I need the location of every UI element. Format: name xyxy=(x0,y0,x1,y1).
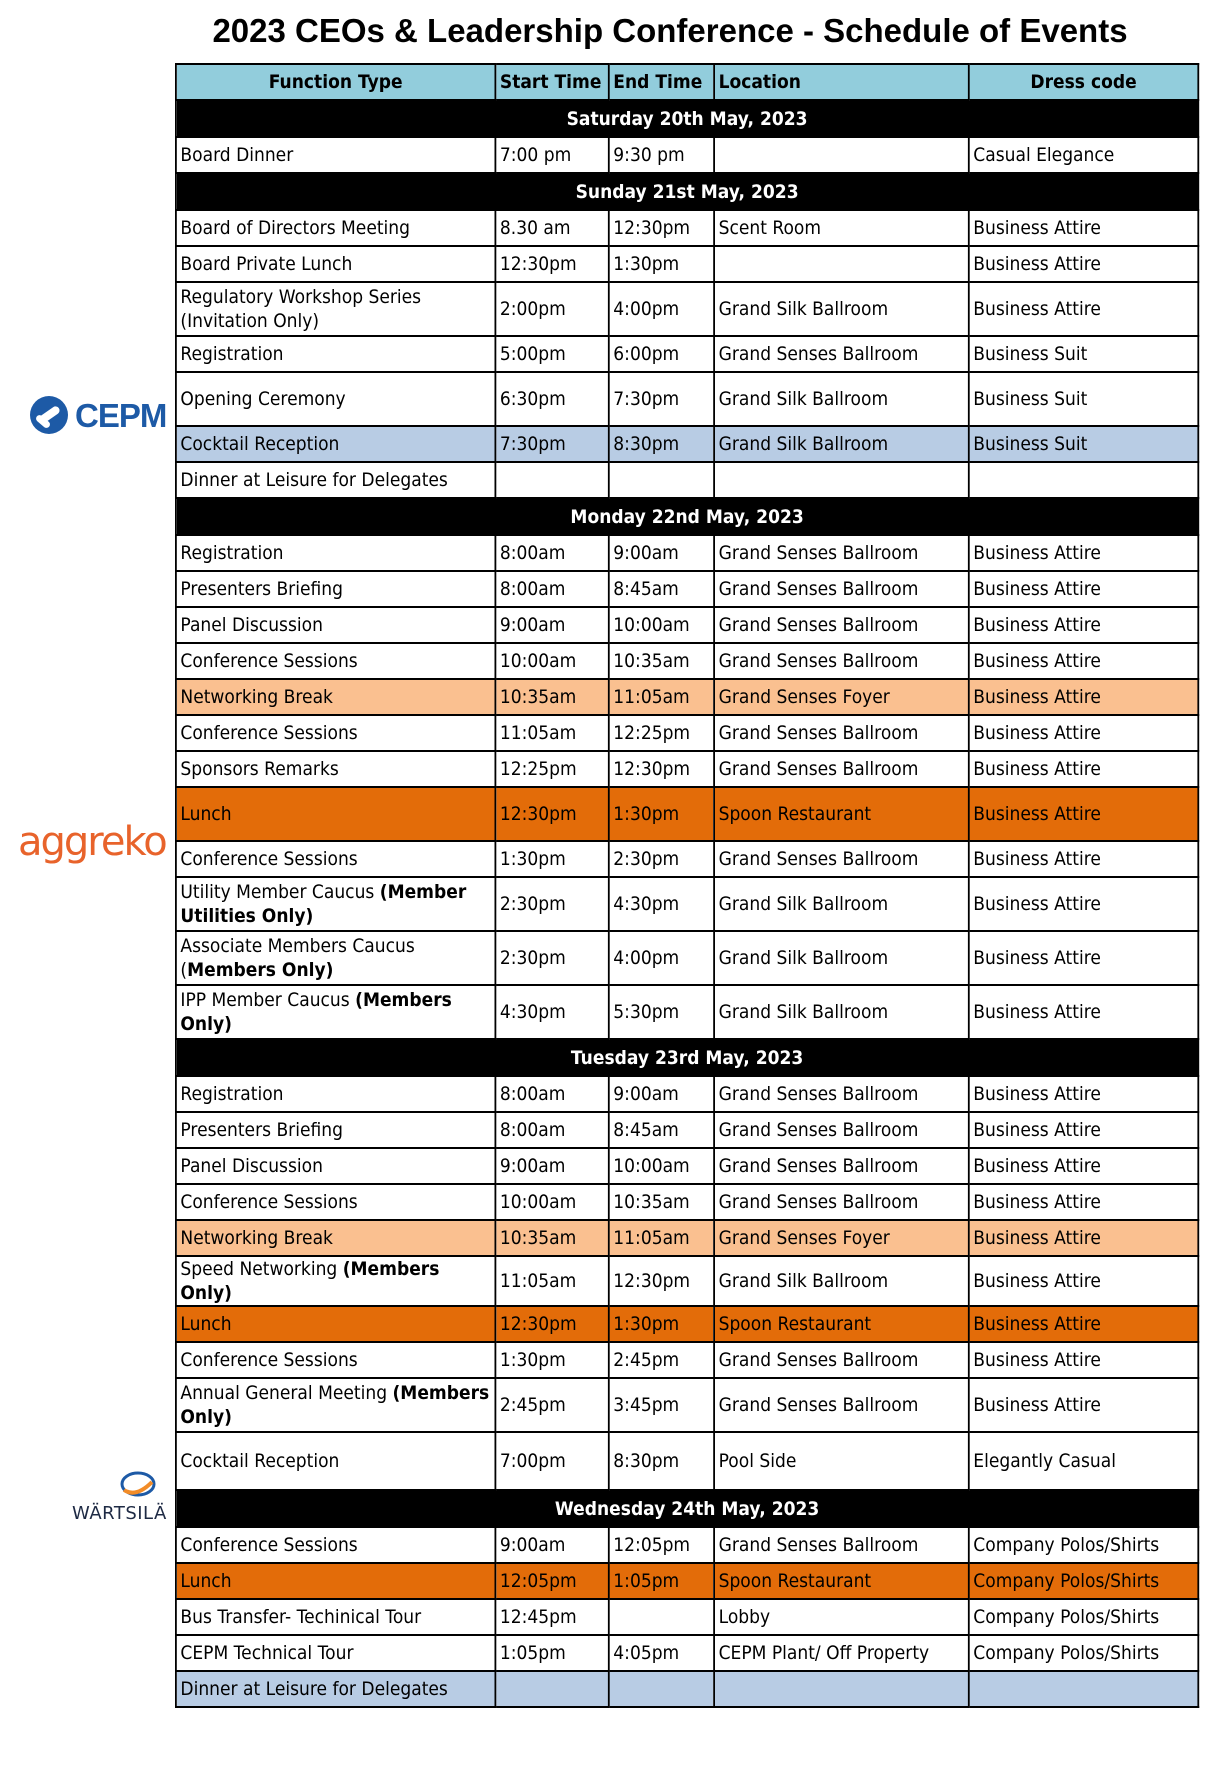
function-name: Regulatory Workshop Series (Invitation Only) xyxy=(180,286,422,332)
function-name: CEPM Technical Tour xyxy=(180,1642,354,1664)
cell-dress-code: Business Attire xyxy=(969,1148,1199,1184)
table-row xyxy=(176,1432,1198,1490)
cell-function-type xyxy=(176,1527,496,1563)
function-name: Conference Sessions xyxy=(180,1349,358,1371)
cell-function-type xyxy=(176,877,496,931)
function-name: Presenters Briefing xyxy=(180,578,343,600)
cell-end-time: 4:05pm xyxy=(609,1635,714,1671)
day-label: Monday 22nd May, 2023 xyxy=(176,498,1198,535)
cell-function-type xyxy=(176,1599,496,1635)
cell-function-type xyxy=(176,931,496,985)
cell-dress-code: Business Attire xyxy=(969,1220,1199,1256)
function-name: Lunch xyxy=(180,803,232,825)
aggreko-logo: aggreko xyxy=(18,819,166,865)
cell-dress-code: Business Attire xyxy=(969,787,1199,841)
cell-start-time: 10:00am xyxy=(495,643,608,679)
day-header-row xyxy=(176,1490,1198,1527)
cell-start-time: 12:30pm xyxy=(495,1306,608,1342)
cell-dress-code: Business Attire xyxy=(969,715,1199,751)
table-row xyxy=(176,210,1198,246)
table-row xyxy=(176,715,1198,751)
cell-end-time: 10:00am xyxy=(609,607,714,643)
cell-location: Grand Silk Ballroom xyxy=(714,931,969,985)
function-name: Networking Break xyxy=(180,686,333,708)
function-name: Lunch xyxy=(180,1313,232,1335)
function-name: Utility Member Caucus xyxy=(180,881,380,903)
cell-location: Grand Senses Ballroom xyxy=(714,1184,969,1220)
function-note: (Members Only) xyxy=(180,1258,440,1304)
cell-start-time: 1:05pm xyxy=(495,1635,608,1671)
column-header-dress-code: Dress code xyxy=(969,64,1199,100)
cell-function-type xyxy=(176,462,496,498)
function-note: (Member Utilities Only) xyxy=(180,881,467,927)
cell-function-type xyxy=(176,1563,496,1599)
cell-function-type xyxy=(176,607,496,643)
cell-function-type xyxy=(176,643,496,679)
table-row xyxy=(176,1342,1198,1378)
table-row xyxy=(176,1563,1198,1599)
cell-start-time xyxy=(495,1671,608,1707)
cell-function-type xyxy=(176,571,496,607)
cell-function-type xyxy=(176,787,496,841)
function-name: Panel Discussion xyxy=(180,614,323,636)
column-header-function-type: Function Type xyxy=(176,64,496,100)
cell-start-time: 9:00am xyxy=(495,607,608,643)
table-row xyxy=(176,985,1198,1039)
cell-location: Grand Senses Ballroom xyxy=(714,1342,969,1378)
cell-end-time: 12:05pm xyxy=(609,1527,714,1563)
cell-end-time: 9:30 pm xyxy=(609,137,714,173)
table-row xyxy=(176,282,1198,336)
cell-dress-code: Business Attire xyxy=(969,535,1199,571)
function-name: Registration xyxy=(180,1083,284,1105)
cell-function-type xyxy=(176,1306,496,1342)
column-header-location: Location xyxy=(714,64,969,100)
cell-end-time: 10:35am xyxy=(609,643,714,679)
day-header-row xyxy=(176,100,1198,137)
cell-end-time: 4:00pm xyxy=(609,931,714,985)
cell-start-time: 10:00am xyxy=(495,1184,608,1220)
cell-dress-code: Business Attire xyxy=(969,643,1199,679)
cell-end-time: 12:25pm xyxy=(609,715,714,751)
cell-dress-code: Business Attire xyxy=(969,751,1199,787)
cell-dress-code xyxy=(969,1671,1199,1707)
cell-dress-code: Business Attire xyxy=(969,246,1199,282)
cell-dress-code: Business Attire xyxy=(969,571,1199,607)
function-note: Members Only) xyxy=(187,959,334,981)
function-name: Registration xyxy=(180,343,284,365)
function-name: Presenters Briefing xyxy=(180,1119,343,1141)
cell-dress-code: Business Attire xyxy=(969,210,1199,246)
cell-dress-code: Business Attire xyxy=(969,1306,1199,1342)
cell-dress-code: Business Attire xyxy=(969,1342,1199,1378)
cell-location: Grand Silk Ballroom xyxy=(714,426,969,462)
function-name: Conference Sessions xyxy=(180,1191,358,1213)
table-row xyxy=(176,1184,1198,1220)
cell-end-time: 4:00pm xyxy=(609,282,714,336)
cell-end-time: 3:45pm xyxy=(609,1378,714,1432)
table-row xyxy=(176,336,1198,372)
cell-end-time: 12:30pm xyxy=(609,210,714,246)
table-row xyxy=(176,1671,1198,1707)
cell-start-time: 8:00am xyxy=(495,535,608,571)
cell-location: Grand Silk Ballroom xyxy=(714,372,969,426)
cell-location: Grand Senses Ballroom xyxy=(714,571,969,607)
cell-dress-code: Business Attire xyxy=(969,1184,1199,1220)
cell-location: Grand Senses Ballroom xyxy=(714,607,969,643)
cell-end-time: 9:00am xyxy=(609,1076,714,1112)
cell-end-time xyxy=(609,462,714,498)
cell-dress-code: Business Attire xyxy=(969,607,1199,643)
cell-location: Lobby xyxy=(714,1599,969,1635)
cell-start-time: 8:00am xyxy=(495,1112,608,1148)
cell-dress-code: Business Suit xyxy=(969,336,1199,372)
cell-end-time: 12:30pm xyxy=(609,751,714,787)
table-row xyxy=(176,643,1198,679)
cell-location: Grand Senses Ballroom xyxy=(714,643,969,679)
table-row xyxy=(176,535,1198,571)
cell-dress-code xyxy=(969,462,1199,498)
cell-end-time: 1:30pm xyxy=(609,246,714,282)
cell-start-time: 11:05am xyxy=(495,1256,608,1306)
cell-end-time: 12:30pm xyxy=(609,1256,714,1306)
cell-location: Grand Senses Ballroom xyxy=(714,1112,969,1148)
cell-function-type xyxy=(176,1112,496,1148)
cell-end-time: 5:30pm xyxy=(609,985,714,1039)
table-row xyxy=(176,679,1198,715)
function-note: (Members Only) xyxy=(180,1382,490,1428)
cell-start-time: 7:00pm xyxy=(495,1432,608,1490)
cell-start-time: 8.30 am xyxy=(495,210,608,246)
table-row xyxy=(176,1076,1198,1112)
cell-start-time: 10:35am xyxy=(495,679,608,715)
cell-end-time: 1:30pm xyxy=(609,1306,714,1342)
column-header-end-time: End Time xyxy=(609,64,714,100)
cell-function-type xyxy=(176,1148,496,1184)
header-row xyxy=(176,64,1198,100)
cell-start-time: 9:00am xyxy=(495,1148,608,1184)
cell-function-type xyxy=(176,679,496,715)
cell-dress-code: Elegantly Casual xyxy=(969,1432,1199,1490)
function-name: Board Dinner xyxy=(180,144,294,166)
day-label: Sunday 21st May, 2023 xyxy=(176,173,1198,210)
cell-location: Grand Silk Ballroom xyxy=(714,1256,969,1306)
function-name: Cocktail Reception xyxy=(180,1450,340,1472)
cell-start-time: 8:00am xyxy=(495,1076,608,1112)
table-row xyxy=(176,607,1198,643)
cepm-logo-text: CEPM xyxy=(75,397,167,434)
cell-dress-code: Casual Elegance xyxy=(969,137,1199,173)
function-name: IPP Member Caucus xyxy=(180,989,356,1011)
table-row xyxy=(176,1112,1198,1148)
cell-function-type xyxy=(176,841,496,877)
cell-function-type xyxy=(176,751,496,787)
table-row xyxy=(176,137,1198,173)
cell-dress-code: Company Polos/Shirts xyxy=(969,1635,1199,1671)
day-label: Wednesday 24th May, 2023 xyxy=(176,1490,1198,1527)
table-header xyxy=(176,64,1198,100)
function-note: (Members Only) xyxy=(180,989,452,1035)
function-name: Board of Directors Meeting xyxy=(180,217,410,239)
cell-end-time: 8:45am xyxy=(609,571,714,607)
cell-end-time: 6:00pm xyxy=(609,336,714,372)
cell-start-time: 1:30pm xyxy=(495,841,608,877)
day-label: Saturday 20th May, 2023 xyxy=(176,100,1198,137)
cell-end-time: 2:30pm xyxy=(609,841,714,877)
cell-function-type xyxy=(176,1256,496,1306)
page-title: 2023 CEOs & Leadership Conference - Schedule of Events xyxy=(212,12,1128,49)
cell-dress-code: Company Polos/Shirts xyxy=(969,1527,1199,1563)
table-row xyxy=(176,246,1198,282)
cell-end-time xyxy=(609,1599,714,1635)
table-row xyxy=(176,751,1198,787)
table-row xyxy=(176,1220,1198,1256)
table-row xyxy=(176,1378,1198,1432)
cell-start-time: 12:45pm xyxy=(495,1599,608,1635)
function-name: Panel Discussion xyxy=(180,1155,323,1177)
table-row xyxy=(176,1599,1198,1635)
cell-start-time: 7:30pm xyxy=(495,426,608,462)
function-name: Networking Break xyxy=(180,1227,333,1249)
cell-dress-code: Business Attire xyxy=(969,985,1199,1039)
cell-start-time: 11:05am xyxy=(495,715,608,751)
cell-end-time: 4:30pm xyxy=(609,877,714,931)
cell-function-type xyxy=(176,1635,496,1671)
cell-location: Grand Senses Ballroom xyxy=(714,1378,969,1432)
cell-function-type xyxy=(176,1220,496,1256)
table-row xyxy=(176,426,1198,462)
cell-location xyxy=(714,137,969,173)
cell-start-time: 12:30pm xyxy=(495,246,608,282)
cell-dress-code: Company Polos/Shirts xyxy=(969,1599,1199,1635)
cell-end-time: 10:00am xyxy=(609,1148,714,1184)
cell-location: Grand Silk Ballroom xyxy=(714,877,969,931)
cell-end-time: 10:35am xyxy=(609,1184,714,1220)
day-header-row xyxy=(176,1039,1198,1076)
schedule-table xyxy=(175,63,1199,1708)
cell-function-type xyxy=(176,137,496,173)
function-name: Conference Sessions xyxy=(180,848,358,870)
cell-start-time: 2:30pm xyxy=(495,877,608,931)
cell-start-time: 5:00pm xyxy=(495,336,608,372)
cell-function-type xyxy=(176,210,496,246)
cepm-logo xyxy=(30,396,172,436)
cell-start-time: 2:00pm xyxy=(495,282,608,336)
table-row xyxy=(176,787,1198,841)
function-name: Annual General Meeting xyxy=(180,1382,393,1404)
wartsila-logo-icon xyxy=(116,1470,156,1500)
cell-end-time: 8:30pm xyxy=(609,1432,714,1490)
table-row xyxy=(176,1635,1198,1671)
function-name: Associate Members Caucus ( xyxy=(180,935,415,981)
cell-location: Grand Senses Foyer xyxy=(714,1220,969,1256)
cell-location: Spoon Restaurant xyxy=(714,1306,969,1342)
cell-function-type xyxy=(176,1432,496,1490)
wartsila-logo-text: WÄRTSILÄ xyxy=(72,1503,167,1524)
cell-dress-code: Business Attire xyxy=(969,1076,1199,1112)
cepm-logo-icon xyxy=(30,396,68,434)
cell-location: Grand Senses Ballroom xyxy=(714,535,969,571)
cell-dress-code: Business Attire xyxy=(969,1378,1199,1432)
table-row xyxy=(176,1527,1198,1563)
cell-location: Grand Senses Foyer xyxy=(714,679,969,715)
function-name: Lunch xyxy=(180,1570,232,1592)
cell-function-type xyxy=(176,1378,496,1432)
cell-function-type xyxy=(176,715,496,751)
cell-end-time xyxy=(609,1671,714,1707)
cell-dress-code: Business Attire xyxy=(969,1112,1199,1148)
table-row xyxy=(176,1256,1198,1306)
cell-dress-code: Business Attire xyxy=(969,931,1199,985)
cell-start-time: 12:25pm xyxy=(495,751,608,787)
cell-function-type xyxy=(176,1342,496,1378)
cell-start-time: 8:00am xyxy=(495,571,608,607)
cell-location xyxy=(714,1671,969,1707)
function-name: Conference Sessions xyxy=(180,650,358,672)
cell-start-time xyxy=(495,462,608,498)
function-name: Speed Networking xyxy=(180,1258,343,1280)
cell-location: CEPM Plant/ Off Property xyxy=(714,1635,969,1671)
table-row xyxy=(176,931,1198,985)
cell-function-type xyxy=(176,246,496,282)
cell-function-type xyxy=(176,372,496,426)
function-name: Dinner at Leisure for Delegates xyxy=(180,469,448,491)
cell-dress-code: Business Attire xyxy=(969,841,1199,877)
cell-end-time: 11:05am xyxy=(609,1220,714,1256)
function-name: Dinner at Leisure for Delegates xyxy=(180,1678,448,1700)
cell-location: Scent Room xyxy=(714,210,969,246)
cell-function-type xyxy=(176,1671,496,1707)
function-name: Registration xyxy=(180,542,284,564)
table-row xyxy=(176,1148,1198,1184)
function-name: Conference Sessions xyxy=(180,1534,358,1556)
cell-end-time: 1:05pm xyxy=(609,1563,714,1599)
cell-location: Grand Senses Ballroom xyxy=(714,715,969,751)
cell-function-type xyxy=(176,535,496,571)
cell-start-time: 4:30pm xyxy=(495,985,608,1039)
cell-dress-code: Business Attire xyxy=(969,282,1199,336)
cell-function-type xyxy=(176,426,496,462)
cell-start-time: 10:35am xyxy=(495,1220,608,1256)
cell-location xyxy=(714,246,969,282)
table-row xyxy=(176,571,1198,607)
table-body xyxy=(176,100,1198,1707)
function-name: Opening Ceremony xyxy=(180,388,346,410)
cell-start-time: 12:30pm xyxy=(495,787,608,841)
table-row xyxy=(176,462,1198,498)
cell-location: Grand Senses Ballroom xyxy=(714,841,969,877)
cell-function-type xyxy=(176,336,496,372)
cell-location: Pool Side xyxy=(714,1432,969,1490)
cell-location: Grand Silk Ballroom xyxy=(714,282,969,336)
cell-start-time: 2:45pm xyxy=(495,1378,608,1432)
cell-end-time: 8:30pm xyxy=(609,426,714,462)
cell-dress-code: Business Suit xyxy=(969,426,1199,462)
cell-end-time: 2:45pm xyxy=(609,1342,714,1378)
cell-function-type xyxy=(176,985,496,1039)
cell-function-type xyxy=(176,282,496,336)
function-name: Sponsors Remarks xyxy=(180,758,339,780)
cell-location: Spoon Restaurant xyxy=(714,1563,969,1599)
cell-location: Grand Senses Ballroom xyxy=(714,1076,969,1112)
cell-end-time: 1:30pm xyxy=(609,787,714,841)
cell-end-time: 8:45am xyxy=(609,1112,714,1148)
day-header-row xyxy=(176,498,1198,535)
table-row xyxy=(176,877,1198,931)
cell-location: Spoon Restaurant xyxy=(714,787,969,841)
column-header-start-time: Start Time xyxy=(495,64,608,100)
day-label: Tuesday 23rd May, 2023 xyxy=(176,1039,1198,1076)
table-row xyxy=(176,372,1198,426)
cell-function-type xyxy=(176,1076,496,1112)
cell-dress-code: Company Polos/Shirts xyxy=(969,1563,1199,1599)
cell-location: Grand Silk Ballroom xyxy=(714,985,969,1039)
cell-start-time: 1:30pm xyxy=(495,1342,608,1378)
cell-end-time: 11:05am xyxy=(609,679,714,715)
cell-start-time: 6:30pm xyxy=(495,372,608,426)
function-name: Board Private Lunch xyxy=(180,253,353,275)
function-name: Cocktail Reception xyxy=(180,433,340,455)
cell-dress-code: Business Attire xyxy=(969,679,1199,715)
cell-function-type xyxy=(176,1184,496,1220)
cell-start-time: 2:30pm xyxy=(495,931,608,985)
cell-location: Grand Senses Ballroom xyxy=(714,1527,969,1563)
cell-dress-code: Business Attire xyxy=(969,1256,1199,1306)
cell-end-time: 9:00am xyxy=(609,535,714,571)
cell-location: Grand Senses Ballroom xyxy=(714,336,969,372)
wartsila-logo xyxy=(72,1470,172,1530)
cell-dress-code: Business Suit xyxy=(969,372,1199,426)
cell-start-time: 9:00am xyxy=(495,1527,608,1563)
cell-location: Grand Senses Ballroom xyxy=(714,751,969,787)
function-name: Bus Transfer- Techinical Tour xyxy=(180,1606,422,1628)
cell-start-time: 7:00 pm xyxy=(495,137,608,173)
cell-location xyxy=(714,462,969,498)
function-name: Conference Sessions xyxy=(180,722,358,744)
cell-end-time: 7:30pm xyxy=(609,372,714,426)
cell-dress-code: Business Attire xyxy=(969,877,1199,931)
day-header-row xyxy=(176,173,1198,210)
cell-start-time: 12:05pm xyxy=(495,1563,608,1599)
table-row xyxy=(176,841,1198,877)
cell-location: Grand Senses Ballroom xyxy=(714,1148,969,1184)
table-row xyxy=(176,1306,1198,1342)
